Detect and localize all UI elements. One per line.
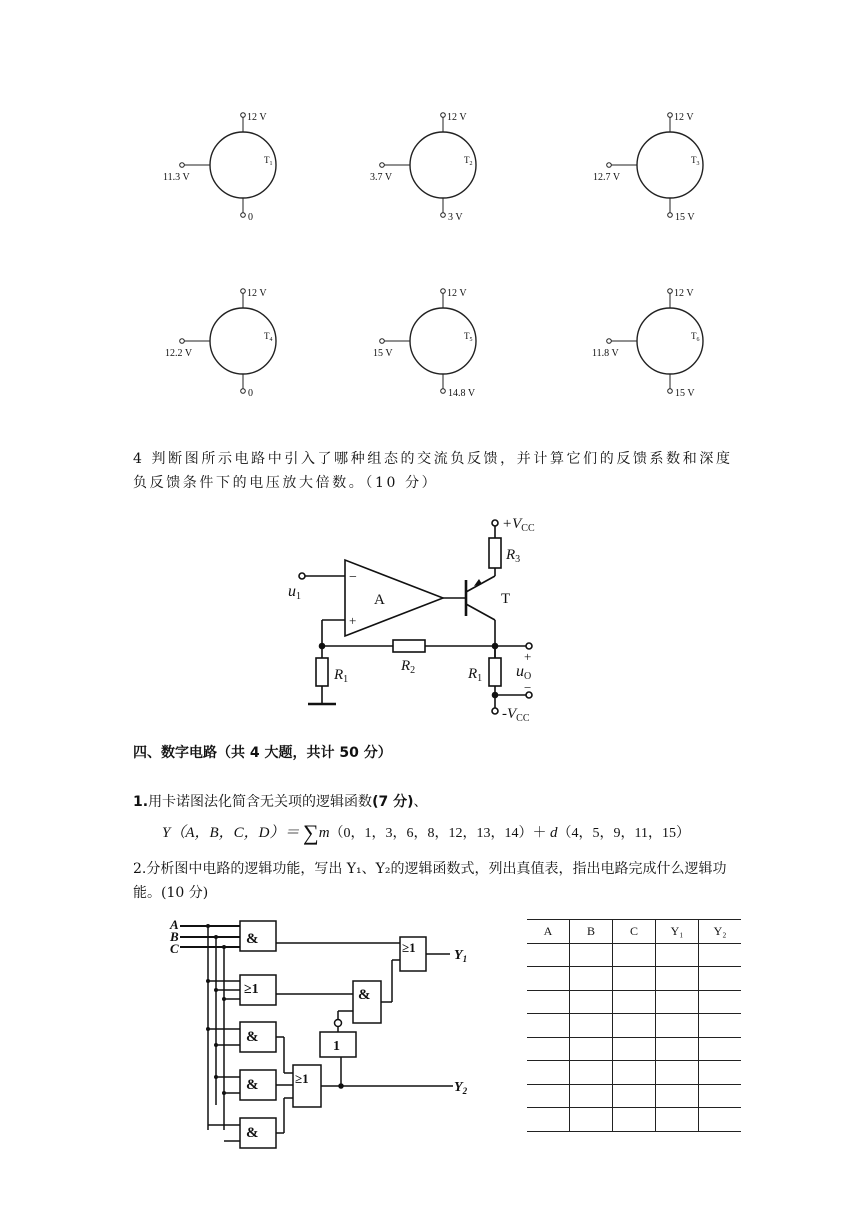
table-cell	[656, 1014, 699, 1038]
table-cell	[570, 1061, 613, 1085]
question-4-text: 4 判断图所示电路中引入了哪种组态的交流负反馈，并计算它们的反馈系数和深度负反馈条件下的电压放大倍数。（10 分）	[133, 451, 733, 491]
input-label: u1	[288, 583, 301, 602]
transistor-label: $T_1$	[264, 155, 273, 167]
formula-m: m	[318, 825, 330, 841]
table-cell	[656, 1084, 699, 1108]
output-y2-label: $Y_2$	[454, 1080, 468, 1096]
vcc-positive-label: $+V_{CC}$	[502, 516, 535, 534]
table-cell	[656, 1061, 699, 1085]
output-y1-label: $Y_1$	[454, 948, 468, 964]
table-cell	[527, 943, 570, 967]
r3-label: $R_3$	[506, 547, 521, 565]
problem-1-tail: 、	[413, 794, 428, 810]
problem-1-text	[133, 791, 427, 811]
table-cell	[613, 990, 656, 1014]
transistor-label: T	[501, 591, 511, 607]
transistor-t1	[163, 112, 276, 223]
transistor-body	[637, 308, 703, 374]
table-cell	[699, 1014, 742, 1038]
header-cell-b: B	[570, 920, 613, 944]
or-gate-2-symbol: ≥1	[295, 1071, 309, 1086]
terminal-top-value: 12 V	[247, 112, 267, 123]
transistor-t3	[593, 112, 703, 223]
table-cell	[613, 1084, 656, 1108]
table-cell	[656, 1037, 699, 1061]
terminal-left-value: 3.7 V	[370, 172, 393, 183]
terminal-left-value: 12.2 V	[165, 348, 193, 359]
terminal-top-value: 12 V	[447, 112, 467, 123]
transistor-t4	[165, 288, 276, 399]
input-b-label: B	[170, 929, 179, 944]
table-cell	[699, 1061, 742, 1085]
table-row	[527, 967, 741, 991]
output-plus-sign: +	[524, 649, 532, 664]
table-row	[527, 1084, 741, 1108]
opamp-minus-sign: −	[349, 570, 357, 585]
table-row	[527, 1037, 741, 1061]
terminal-bottom-value: 3 V	[448, 212, 463, 223]
formula-lhs: Y（A，B，C，D）＝	[162, 825, 300, 841]
table-cell	[699, 1084, 742, 1108]
terminal-top-value: 12 V	[674, 288, 694, 299]
table-cell	[613, 1061, 656, 1085]
table-cell	[613, 967, 656, 991]
terminal-top-value: 12 V	[247, 288, 267, 299]
not-gate-symbol: 1	[333, 1039, 340, 1054]
header-cell-c: C	[613, 920, 656, 944]
terminal-left-value: 12.7 V	[593, 172, 621, 183]
table-cell	[570, 1084, 613, 1108]
table-row	[527, 1061, 741, 1085]
opamp-plus-sign: +	[349, 613, 357, 628]
table-cell	[699, 1037, 742, 1061]
truth-table	[527, 919, 741, 1132]
r1-right-label: $R_1$	[468, 666, 483, 684]
header-cell-y2: Y₂	[699, 920, 742, 944]
header-cell-a: A	[527, 920, 570, 944]
table-cell	[527, 1061, 570, 1085]
input-c-label: C	[170, 941, 179, 956]
table-cell	[613, 1014, 656, 1038]
table-cell	[527, 967, 570, 991]
terminal-left-value: 11.3 V	[163, 172, 190, 183]
terminal-left-value: 15 V	[373, 348, 393, 359]
table-cell	[570, 1014, 613, 1038]
and-gate-2-symbol: &	[246, 1029, 259, 1045]
transistor-label: $T_4$	[264, 331, 273, 343]
table-cell	[699, 1108, 742, 1132]
emitter-arrow	[474, 579, 482, 586]
transistor-t5	[373, 288, 476, 399]
table-cell	[570, 990, 613, 1014]
problem-1-body: 用卡诺图法化简含无关项的逻辑函数	[148, 794, 373, 810]
and-gate-4-symbol: &	[246, 1125, 259, 1141]
output-label: uO	[516, 663, 532, 682]
table-cell	[613, 943, 656, 967]
table-row	[527, 943, 741, 967]
table-header-row	[527, 920, 741, 944]
transistor-label: $T_5$	[464, 331, 473, 343]
table-cell	[699, 943, 742, 967]
terminal-top-value: 12 V	[674, 112, 694, 123]
table-cell	[527, 1108, 570, 1132]
terminal-top-value: 12 V	[447, 288, 467, 299]
input-a-label: A	[170, 917, 179, 932]
transistor-body	[410, 308, 476, 374]
and-gate-1-symbol: &	[246, 931, 259, 947]
problem-1-number: 1.	[133, 794, 149, 810]
table-cell	[527, 990, 570, 1014]
table-cell	[527, 1084, 570, 1108]
transistor-body	[410, 132, 476, 198]
formula-d: d	[550, 825, 558, 841]
logic-gate-circuit	[168, 915, 478, 1155]
transistor-t2	[370, 112, 476, 223]
or-gate-1-symbol: ≥1	[244, 982, 259, 997]
terminal-bottom-value: 15 V	[675, 212, 695, 223]
feedback-amplifier-circuit	[280, 508, 570, 730]
sigma-symbol: ∑	[303, 820, 319, 845]
table-cell	[699, 967, 742, 991]
table-cell	[699, 990, 742, 1014]
transistor-body	[637, 132, 703, 198]
transistor-label: $T_6$	[691, 331, 700, 343]
truth-table-body	[527, 943, 741, 1131]
transistor-t6	[592, 288, 703, 399]
transistor-body	[210, 132, 276, 198]
transistor-label: $T_3$	[691, 155, 700, 167]
or-gate-3-symbol: ≥1	[402, 940, 416, 955]
opamp-label: A	[374, 592, 385, 608]
table-cell	[613, 1108, 656, 1132]
table-row	[527, 990, 741, 1014]
r1-left-label: $R_1$	[334, 667, 349, 685]
table-cell	[656, 943, 699, 967]
terminal-bottom-value: 15 V	[675, 388, 695, 399]
table-cell	[656, 967, 699, 991]
table-cell	[613, 1037, 656, 1061]
terminal-left-value: 11.8 V	[592, 348, 619, 359]
and-gate-5-symbol: &	[358, 987, 371, 1003]
logic-function-formula	[162, 820, 690, 846]
transistor-label: $T_2$	[464, 155, 473, 167]
table-cell	[570, 967, 613, 991]
problem-1-score: (7 分)	[372, 794, 414, 810]
formula-m-terms: （0，1，3，6，8，12，13，14）＋	[329, 826, 547, 841]
header-cell-y1: Y₁	[656, 920, 699, 944]
table-cell	[527, 1014, 570, 1038]
terminal-bottom-value: 0	[248, 212, 253, 223]
transistor-body	[210, 308, 276, 374]
formula-d-terms: （4，5，9，11，15）	[557, 826, 691, 841]
transistor-diagrams	[150, 105, 710, 405]
table-cell	[527, 1037, 570, 1061]
table-row	[527, 1014, 741, 1038]
r2-label: $R_2$	[401, 658, 416, 676]
terminal-bottom-value: 0	[248, 388, 253, 399]
table-cell	[570, 943, 613, 967]
vcc-negative-label: $-V_{CC}$	[502, 706, 530, 724]
output-minus-sign: −	[524, 680, 532, 695]
table-cell	[656, 990, 699, 1014]
terminal-bottom-value: 14.8 V	[448, 388, 476, 399]
section-heading: 四、数字电路（共 4 大题，共计 50 分）	[133, 745, 392, 761]
and-gate-3-symbol: &	[246, 1077, 259, 1093]
opamp-triangle	[345, 560, 443, 636]
table-cell	[570, 1108, 613, 1132]
table-cell	[656, 1108, 699, 1132]
table-row	[527, 1108, 741, 1132]
problem-2-text: 2.分析图中电路的逻辑功能，写出 Y₁、Y₂的逻辑函数式，列出真值表，指出电路完成什么逻辑功能。(10 分)	[133, 861, 727, 901]
table-cell	[570, 1037, 613, 1061]
